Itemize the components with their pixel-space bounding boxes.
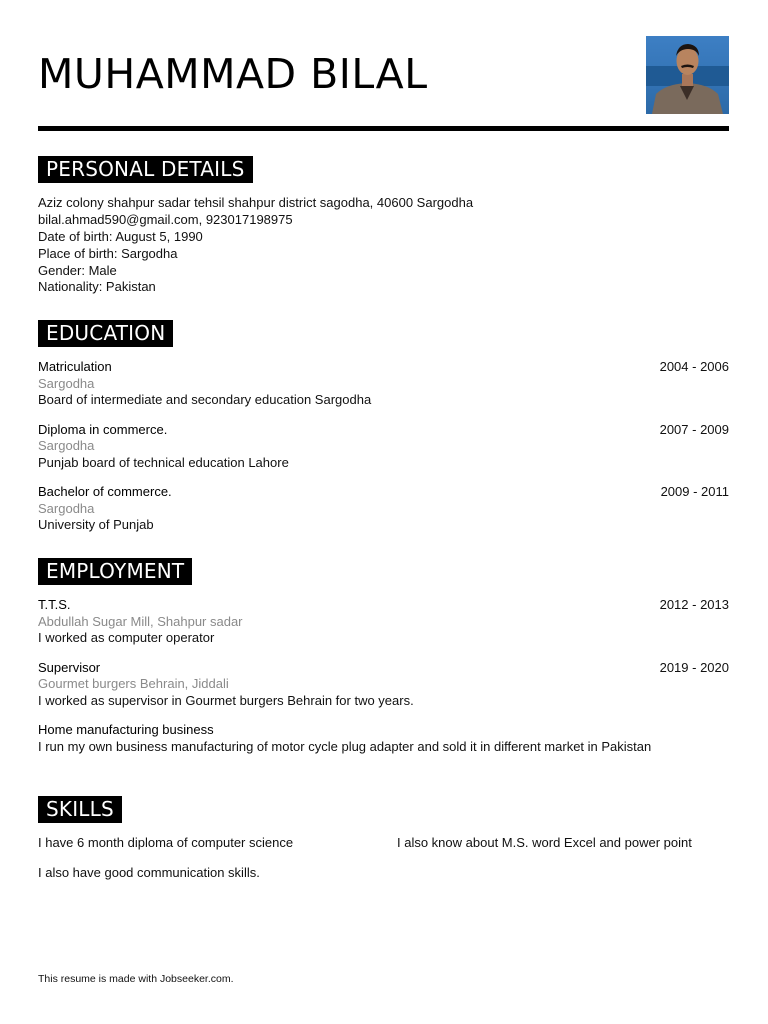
employment-item-title: T.T.S. (38, 597, 71, 612)
address-text: Aziz colony shahpur sadar tehsil shahpur district sagodha, 40600 Sargodha (38, 195, 474, 210)
education-item-dates: 2009 - 2011 (660, 484, 729, 499)
skill-item: I have 6 month diploma of computer science (38, 835, 294, 850)
skills-heading: SKILLS (38, 796, 122, 823)
employment-heading: EMPLOYMENT (38, 558, 192, 585)
date-of-birth-text: Date of birth: August 5, 1990 (38, 229, 203, 244)
education-item-title: Bachelor of commerce. (38, 484, 172, 499)
employment-item-dates: 2019 - 2020 (659, 660, 729, 675)
skill-item: I also know about M.S. word Excel and power point (397, 835, 692, 850)
personal-details-heading: PERSONAL DETAILS (38, 156, 253, 183)
profile-photo (646, 36, 729, 114)
education-item-place: Sargodha (38, 376, 95, 391)
employment-item-description: I worked as computer operator (38, 630, 215, 645)
education-item-dates: 2007 - 2009 (659, 422, 729, 437)
employment-item-dates: 2012 - 2013 (659, 597, 729, 612)
header-divider (38, 126, 729, 131)
gender-text: Gender: Male (38, 263, 117, 278)
candidate-name: MUHAMMAD BILAL (38, 50, 428, 98)
education-item-place: Sargodha (38, 438, 95, 453)
contact-text: bilal.ahmad590@gmail.com, 923017198975 (38, 212, 293, 227)
education-item-description: University of Punjab (38, 517, 154, 532)
education-item-description: Board of intermediate and secondary education Sargodha (38, 392, 372, 407)
employment-item-description: I run my own business manufacturing of motor cycle plug adapter and sold it in different market in Pakistan (38, 739, 652, 754)
employment-item-title: Supervisor (38, 660, 101, 675)
education-item-description: Punjab board of technical education Lahore (38, 455, 289, 470)
education-item-title: Diploma in commerce. (38, 422, 168, 437)
employment-item-employer: Gourmet burgers Behrain, Jiddali (38, 676, 229, 691)
place-of-birth-text: Place of birth: Sargodha (38, 246, 178, 261)
employment-item-description: I worked as supervisor in Gourmet burgers Behrain for two years. (38, 693, 414, 708)
education-item-dates: 2004 - 2006 (659, 359, 729, 374)
employment-item-title: Home manufacturing business (38, 722, 214, 737)
footer-note: This resume is made with Jobseeker.com. (38, 973, 234, 985)
education-heading: EDUCATION (38, 320, 173, 347)
education-item-place: Sargodha (38, 501, 95, 516)
employment-item-employer: Abdullah Sugar Mill, Shahpur sadar (38, 614, 243, 629)
skill-item: I also have good communication skills. (38, 865, 260, 880)
education-item-title: Matriculation (38, 359, 112, 374)
nationality-text: Nationality: Pakistan (38, 279, 156, 294)
